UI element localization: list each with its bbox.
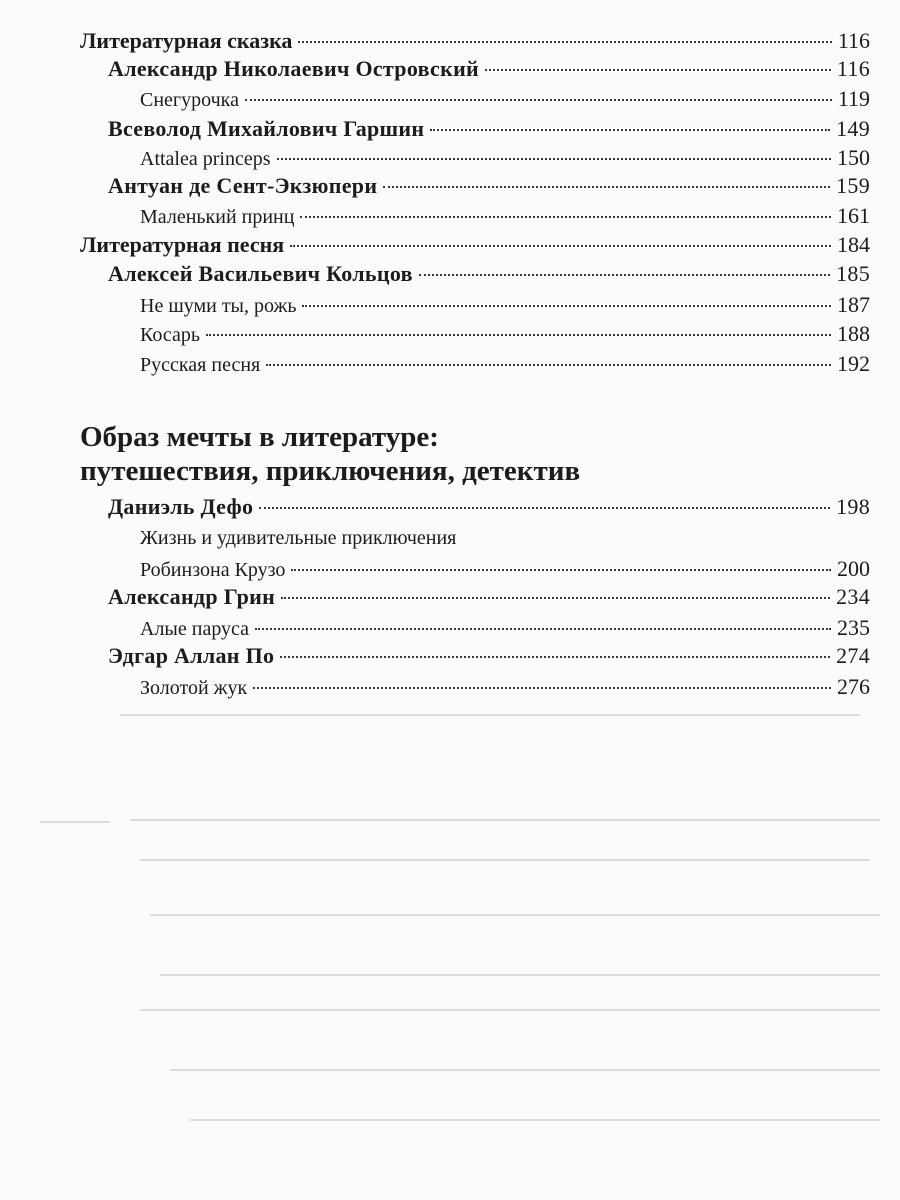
entry-title: Александр Николаевич Островский <box>108 56 480 81</box>
leader-dots <box>253 687 831 689</box>
entry-page: 276 <box>837 674 870 699</box>
entry-page: 187 <box>837 292 870 317</box>
section-heading <box>80 420 580 488</box>
leader-dots <box>430 129 830 131</box>
section-heading-line: Образ мечты в литературе: <box>80 421 439 453</box>
toc-entry[interactable] <box>80 232 870 262</box>
entry-title: Александр Грин <box>108 584 276 609</box>
entry-page: 274 <box>836 643 870 668</box>
leader-dots <box>255 628 831 630</box>
entry-page: 149 <box>836 116 870 141</box>
section-heading-line: путешествия, приключения, детектив <box>80 455 581 487</box>
leader-dots <box>245 99 832 101</box>
toc-entry[interactable] <box>108 56 870 86</box>
toc-entry[interactable] <box>140 556 870 586</box>
leader-dots <box>419 274 830 276</box>
toc-entry[interactable] <box>140 674 870 704</box>
toc-entry[interactable] <box>108 261 870 291</box>
entry-title-continued: Жизнь и удивительные приключения <box>140 527 457 549</box>
leader-dots <box>290 245 831 247</box>
toc-entry[interactable] <box>140 615 870 645</box>
entry-page: 185 <box>836 261 870 286</box>
entry-page: 159 <box>836 173 870 198</box>
leader-dots <box>259 507 830 509</box>
leader-dots <box>298 41 831 43</box>
toc-entry[interactable] <box>140 351 870 381</box>
entry-title: Attalea princeps <box>140 148 271 170</box>
entry-title: Золотой жук <box>140 677 248 699</box>
leader-dots <box>485 69 831 71</box>
leader-dots <box>266 364 831 366</box>
leader-dots <box>280 656 830 658</box>
entry-title: Не шуми ты, рожь <box>140 295 297 317</box>
toc-entry[interactable] <box>140 145 870 175</box>
toc-entry[interactable] <box>108 116 870 146</box>
toc-entry[interactable] <box>108 643 870 673</box>
entry-title: Литературная сказка <box>80 28 293 53</box>
leader-dots <box>300 216 831 218</box>
entry-page: 119 <box>837 86 870 111</box>
entry-title: Эдгар Аллан По <box>108 643 275 668</box>
entry-title: Русская песня <box>140 354 261 376</box>
toc-entry[interactable] <box>140 86 870 116</box>
entry-page: 234 <box>836 584 870 609</box>
toc-entry[interactable] <box>108 584 870 614</box>
leader-dots <box>277 158 832 160</box>
leader-dots <box>281 597 830 599</box>
toc-entry[interactable] <box>108 173 870 203</box>
entry-title: Алые паруса <box>140 618 250 640</box>
entry-page: 235 <box>837 615 870 640</box>
toc-entry[interactable] <box>108 494 870 524</box>
entry-page: 184 <box>837 232 870 257</box>
toc-entry[interactable] <box>140 203 870 233</box>
leader-dots <box>291 569 831 571</box>
leader-dots <box>383 186 830 188</box>
leader-dots <box>302 305 831 307</box>
entry-page: 150 <box>837 145 870 170</box>
entry-page: 188 <box>837 321 870 346</box>
entry-page: 116 <box>836 56 870 81</box>
entry-title: Литературная песня <box>80 232 285 257</box>
entry-page: 198 <box>836 494 870 519</box>
entry-title: Робинзона Крузо <box>140 559 286 581</box>
entry-title: Даниэль Дефо <box>108 494 254 519</box>
entry-page: 116 <box>837 28 870 53</box>
entry-page: 192 <box>837 351 870 376</box>
entry-title: Снегурочка <box>140 89 239 111</box>
toc-entry[interactable] <box>140 321 870 351</box>
entry-page: 200 <box>837 556 870 581</box>
entry-page: 161 <box>837 203 870 228</box>
toc-entry[interactable] <box>80 28 870 58</box>
entry-title: Всеволод Михайлович Гаршин <box>108 116 425 141</box>
entry-title: Косарь <box>140 324 200 346</box>
leader-dots <box>206 334 831 336</box>
entry-title: Маленький принц <box>140 206 295 228</box>
entry-title: Алексей Васильевич Кольцов <box>108 261 413 286</box>
entry-title: Антуан де Сент-Экзюпери <box>108 173 378 198</box>
toc-entry[interactable] <box>140 292 870 322</box>
